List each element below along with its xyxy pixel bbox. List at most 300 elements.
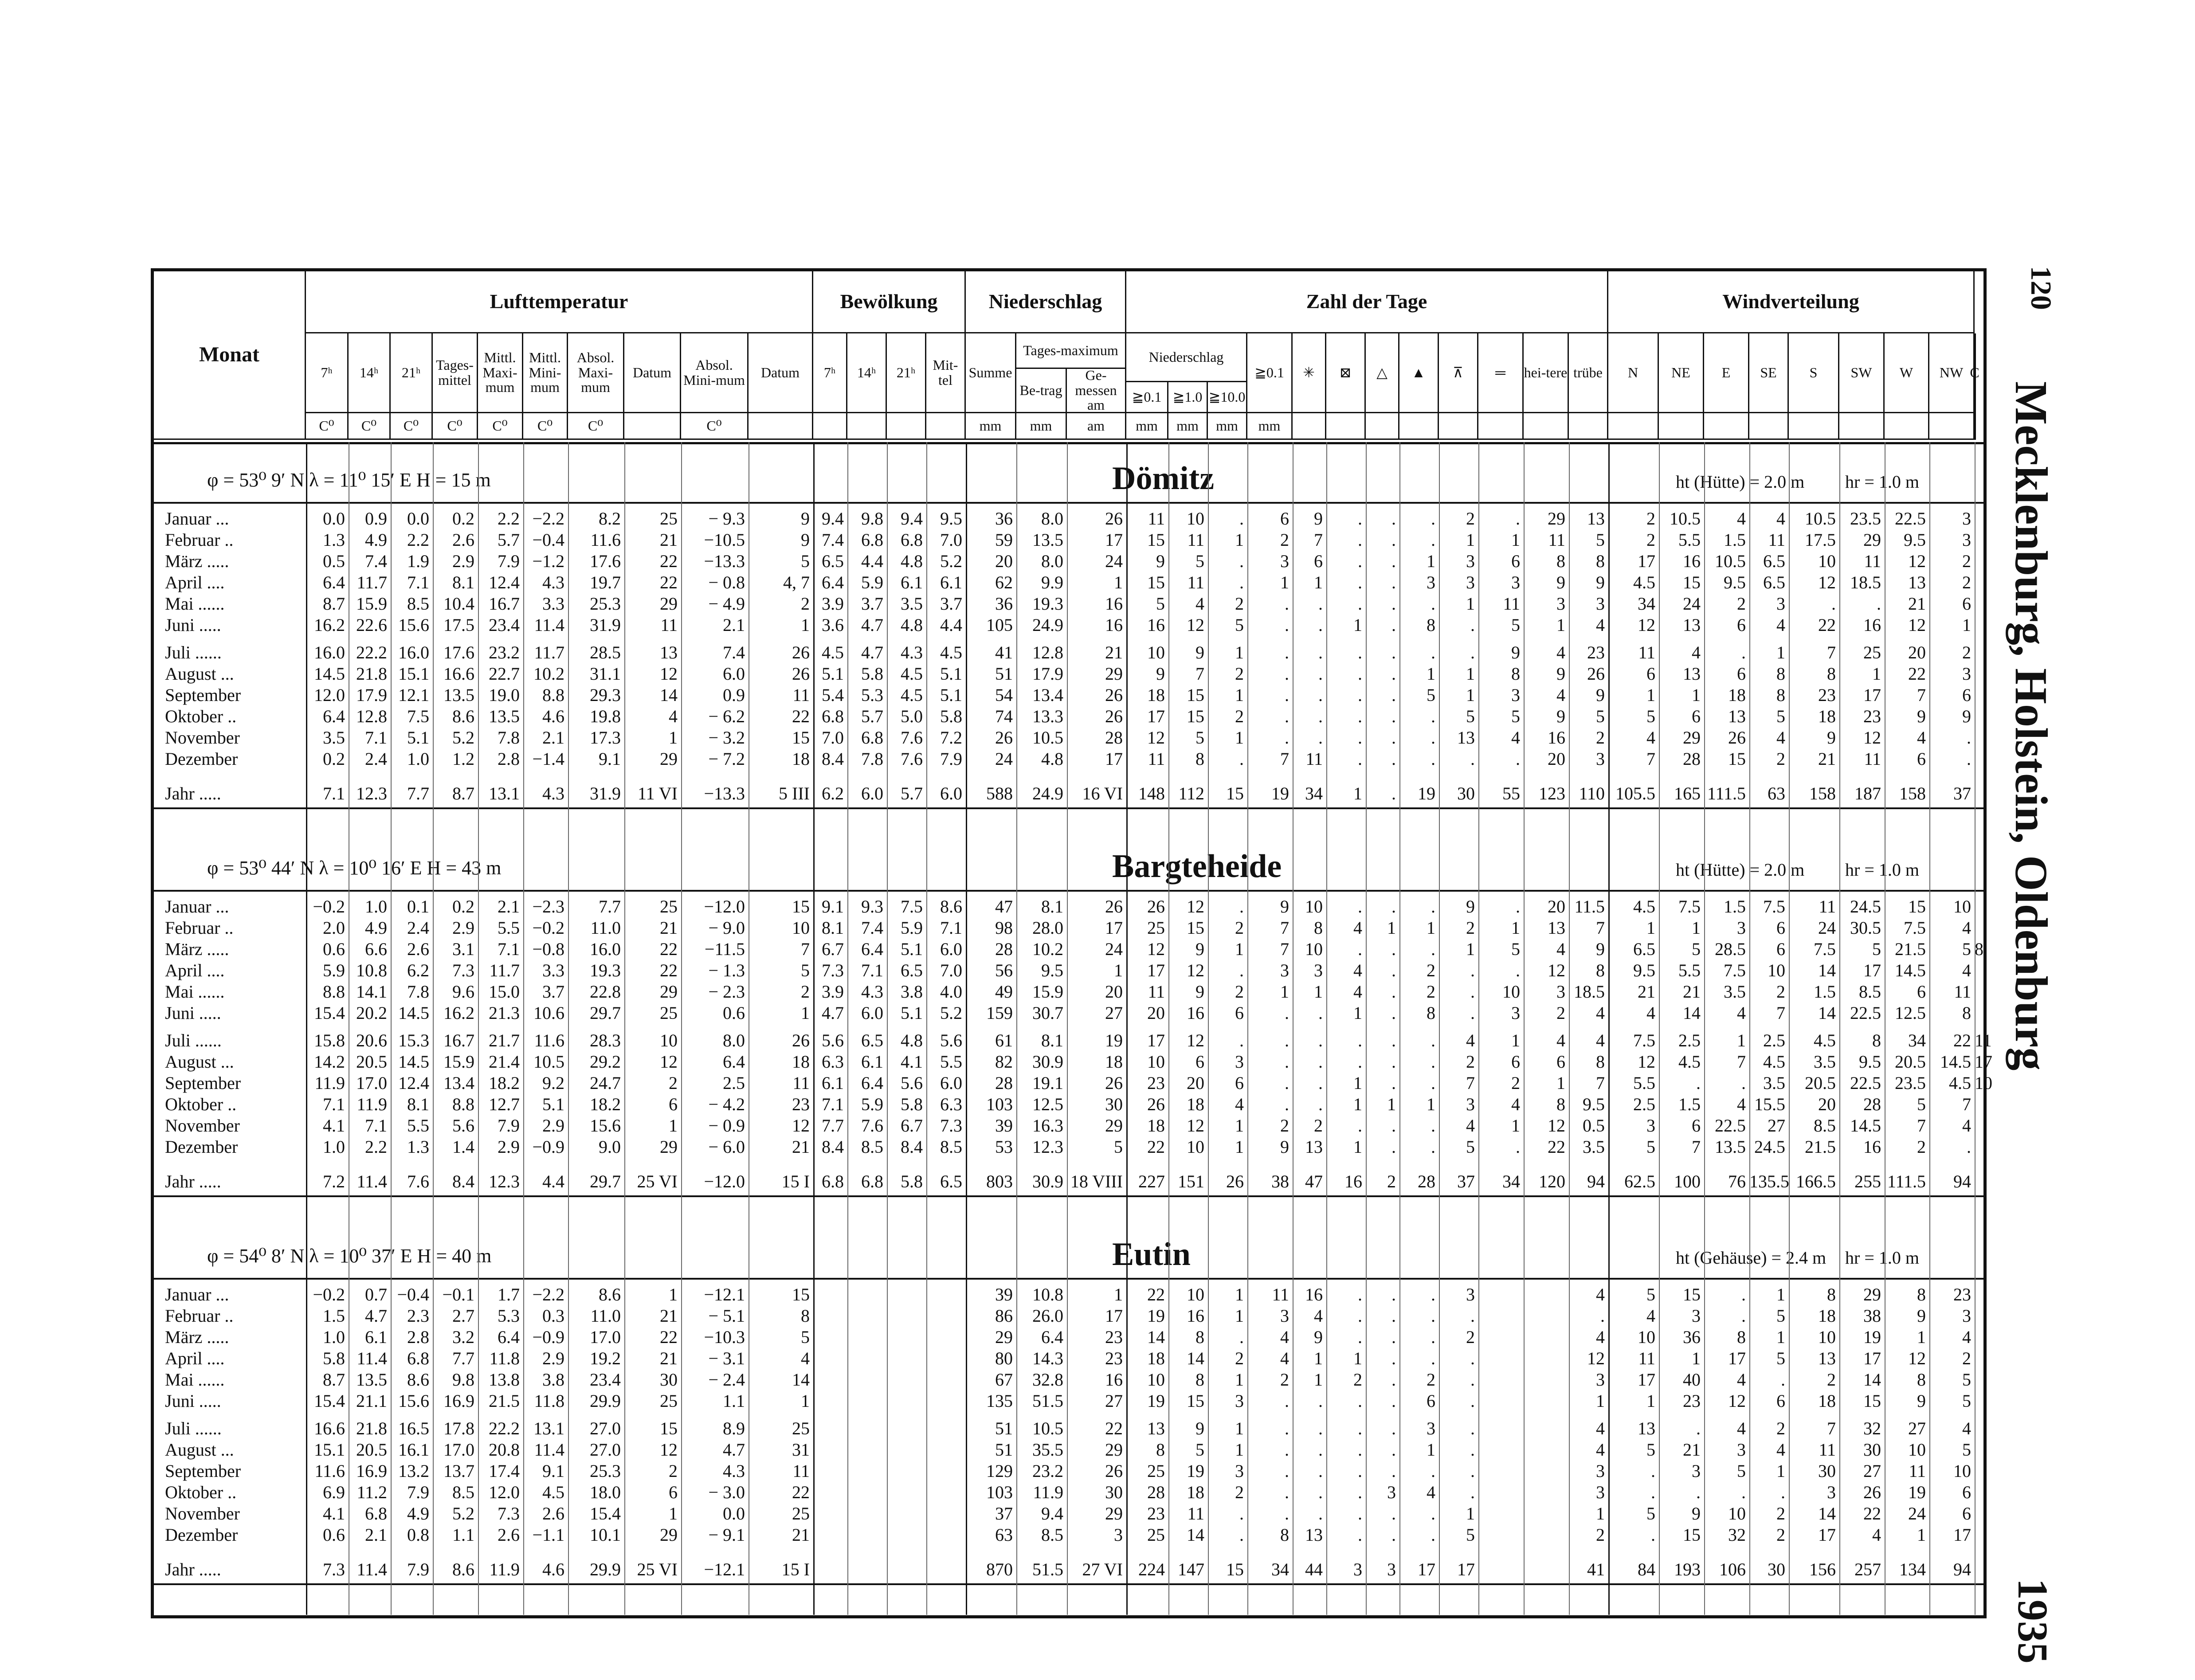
- month-label: März .....: [165, 551, 229, 571]
- cell-betrag: 35.5: [1032, 1440, 1063, 1460]
- cell-W: 34: [1908, 1030, 1926, 1050]
- cell-bmittel: 5.1: [940, 685, 962, 705]
- cell-s01: .: [1285, 1504, 1289, 1523]
- cell-t7: 7.2: [323, 1171, 345, 1191]
- cell-datum2: 11: [792, 1073, 810, 1093]
- cell-snow: 16: [1305, 1284, 1323, 1304]
- cell-hail: 1: [1387, 918, 1396, 938]
- cell-betrag: 51.5: [1032, 1559, 1063, 1579]
- cell-n10: 10: [1187, 1284, 1204, 1304]
- cell-heitere: 2: [1556, 1003, 1565, 1023]
- cell-b7: 5.4: [822, 685, 844, 705]
- cell-NW: 6: [1962, 594, 1971, 614]
- cell-S: 18: [1818, 706, 1836, 726]
- cell-tages_mittel: 9.8: [452, 1370, 474, 1390]
- cell-n01: 23: [1147, 1073, 1165, 1093]
- cell-abs_max: 25.3: [590, 1461, 621, 1481]
- cell-sleet: .: [1358, 1391, 1362, 1411]
- month-label: Oktober ..: [165, 706, 237, 726]
- cell-b14: 6.8: [861, 530, 883, 550]
- table-row: [154, 615, 1983, 635]
- cell-C: 8: [1975, 939, 1983, 959]
- cell-t7: 0.6: [323, 939, 345, 959]
- cell-heitere: 123: [1539, 783, 1565, 803]
- cell-datum2: 26: [792, 664, 810, 684]
- cell-datum1: 25: [660, 1391, 678, 1411]
- cell-tages_mittel: 5.6: [452, 1116, 474, 1136]
- cell-n100: .: [1239, 1504, 1244, 1523]
- cell-truebe: 0.5: [1583, 1116, 1605, 1136]
- cell-summe: 105: [986, 615, 1013, 635]
- cell-NW: 94: [1953, 1559, 1971, 1579]
- cell-ice: 1: [1427, 1440, 1435, 1460]
- cell-t14: 6.8: [365, 1504, 387, 1523]
- cell-n01: 22: [1147, 1284, 1165, 1304]
- cell-mittl_min: 4.6: [542, 1559, 564, 1579]
- cell-datum1: 1: [669, 1284, 678, 1304]
- cell-snow: .: [1318, 1030, 1323, 1050]
- cell-snow: 6: [1314, 551, 1323, 571]
- cell-NE: 14: [1683, 1003, 1701, 1023]
- cell-t14: 6.6: [365, 939, 387, 959]
- cell-SE: 6: [1776, 939, 1785, 959]
- cell-datum1: 22: [660, 939, 678, 959]
- cell-abs_min: − 2.3: [708, 982, 745, 1002]
- cell-NW: 1: [1962, 615, 1971, 635]
- cell-n01: 10: [1147, 1370, 1165, 1390]
- cell-truebe: 4: [1596, 1003, 1605, 1023]
- cell-SE: 63: [1768, 783, 1785, 803]
- cell-b14: 6.1: [861, 1052, 883, 1072]
- cell-hail: .: [1391, 1306, 1396, 1326]
- cell-N: 2: [1646, 509, 1655, 529]
- cell-sleet: .: [1358, 1440, 1362, 1460]
- cell-mittl_min: −0.8: [532, 939, 564, 959]
- cell-E: 3: [1737, 918, 1746, 938]
- cell-sleet: .: [1358, 939, 1362, 959]
- cell-t21: 8.1: [407, 1094, 429, 1114]
- cell-SW: 12: [1863, 728, 1881, 748]
- cell-n100: 3: [1235, 1461, 1244, 1481]
- table-row: [154, 1137, 1983, 1157]
- cell-t21: 5.5: [407, 1116, 429, 1136]
- cell-t21: 7.9: [407, 1559, 429, 1579]
- cell-abs_max: 11.0: [590, 918, 621, 938]
- cell-N: 13: [1638, 1418, 1655, 1438]
- cell-n100: .: [1239, 1030, 1244, 1050]
- cell-t21: 6.8: [407, 1348, 429, 1368]
- cell-b14: 4.7: [861, 642, 883, 662]
- cell-heitere: 4: [1556, 1030, 1565, 1050]
- cell-NW: 22: [1953, 1030, 1971, 1050]
- month-label: April ....: [165, 1348, 225, 1368]
- cell-truebe: 94: [1587, 1171, 1605, 1191]
- cell-mittl_max: 12.7: [489, 1094, 520, 1114]
- header-col-fog: ═: [1478, 333, 1524, 413]
- cell-b14: 5.9: [861, 1094, 883, 1114]
- cell-t14: 12.3: [356, 783, 387, 803]
- cell-SW: 29: [1863, 530, 1881, 550]
- cell-t7: 14.5: [314, 664, 345, 684]
- header-unit-summe: mm: [966, 413, 1016, 440]
- cell-NE: 1: [1692, 918, 1701, 938]
- cell-datum1: 21: [660, 1306, 678, 1326]
- station-section: [154, 460, 1983, 850]
- cell-abs_max: 15.6: [590, 1116, 621, 1136]
- cell-datum2: 14: [792, 1370, 810, 1390]
- cell-b21: 7.6: [901, 749, 923, 769]
- cell-NW: 14.5: [1940, 1052, 1971, 1072]
- cell-datum2: 5 III: [779, 783, 810, 803]
- cell-mittl_max: 2.2: [498, 509, 520, 529]
- cell-ice: .: [1431, 1461, 1435, 1481]
- cell-SW: 22.5: [1850, 1003, 1881, 1023]
- cell-E: 22.5: [1715, 1116, 1746, 1136]
- table-row: [154, 982, 1983, 1002]
- cell-ice: 1: [1427, 1094, 1435, 1114]
- cell-mittl_min: 10.5: [533, 1052, 564, 1072]
- cell-t7: 0.2: [323, 749, 345, 769]
- cell-bmittel: 5.1: [940, 664, 962, 684]
- cell-t7: 16.6: [314, 1418, 345, 1438]
- header-col-t7: 7ʰ: [306, 333, 349, 413]
- cell-s01: .: [1285, 1073, 1289, 1093]
- cell-N: .: [1651, 1461, 1655, 1481]
- cell-fog: 34: [1502, 1171, 1520, 1191]
- cell-NE: 2.5: [1678, 1030, 1701, 1050]
- cell-E: 26: [1728, 728, 1746, 748]
- cell-s01: 4: [1280, 1327, 1289, 1347]
- cell-S: 14: [1818, 1003, 1836, 1023]
- grid-line: [568, 442, 569, 1615]
- cell-S: 21: [1818, 749, 1836, 769]
- cell-n100: 4: [1235, 1094, 1244, 1114]
- cell-tages_mittel: 17.0: [443, 1440, 474, 1460]
- cell-datum2: 15: [792, 1284, 810, 1304]
- cell-abs_max: 19.2: [590, 1348, 621, 1368]
- cell-N: 5: [1646, 706, 1655, 726]
- cell-NE: 15: [1683, 1284, 1701, 1304]
- cell-fog: 1: [1511, 530, 1520, 550]
- cell-N: 2.5: [1633, 1094, 1655, 1114]
- month-label: Mai ......: [165, 1370, 225, 1390]
- cell-betrag: 51.5: [1032, 1391, 1063, 1411]
- cell-abs_min: 0.6: [723, 1003, 745, 1023]
- station-coords: φ = 53⁰ 44′ N λ = 10⁰ 16′ E H = 43 m: [207, 857, 502, 879]
- cell-t21: 7.7: [407, 783, 429, 803]
- cell-hail: .: [1391, 509, 1396, 529]
- table-row: [154, 1003, 1983, 1023]
- cell-t21: 15.1: [398, 664, 429, 684]
- cell-S: 11: [1819, 897, 1836, 916]
- cell-SW: 5: [1872, 939, 1881, 959]
- cell-snow: .: [1318, 1052, 1323, 1072]
- cell-s01: 1: [1280, 572, 1289, 592]
- cell-snow: .: [1318, 1418, 1323, 1438]
- cell-tages_mittel: 0.2: [452, 897, 474, 916]
- cell-mittl_max: 7.1: [498, 939, 520, 959]
- cell-mittl_min: 2.9: [542, 1348, 564, 1368]
- cell-n100: 5: [1235, 615, 1244, 635]
- cell-SE: 1: [1776, 642, 1785, 662]
- cell-n01: 224: [1138, 1559, 1165, 1579]
- cell-b14: 9.8: [861, 509, 883, 529]
- header-col-truebe: trübe: [1569, 333, 1608, 413]
- cell-gemessen: 17: [1105, 918, 1123, 938]
- cell-sleet: 1: [1353, 615, 1362, 635]
- cell-mittl_min: 3.8: [542, 1370, 564, 1390]
- cell-snow: .: [1318, 1440, 1323, 1460]
- cell-abs_max: 8.6: [599, 1284, 621, 1304]
- cell-datum1: 21: [660, 530, 678, 550]
- cell-abs_max: 31.1: [590, 664, 621, 684]
- cell-W: 15: [1908, 897, 1926, 916]
- grid-line: [1749, 442, 1750, 1615]
- cell-b14: 6.8: [861, 728, 883, 748]
- cell-n01: 17: [1147, 960, 1165, 980]
- cell-summe: 53: [995, 1137, 1013, 1157]
- cell-E: 28.5: [1715, 939, 1746, 959]
- cell-W: 13: [1908, 572, 1926, 592]
- cell-t7: 2.0: [323, 918, 345, 938]
- cell-t21: 15.6: [398, 1391, 429, 1411]
- cell-NW: 17: [1953, 1525, 1971, 1545]
- cell-abs_max: 17.0: [590, 1327, 621, 1347]
- header-unit-b14: [847, 413, 887, 440]
- cell-thunder: .: [1470, 1370, 1475, 1390]
- cell-s01: 2: [1280, 1370, 1289, 1390]
- section-bottom-rule: [154, 1195, 1983, 1197]
- cell-b14: 5.7: [861, 706, 883, 726]
- cell-gemessen: 29: [1105, 1504, 1123, 1523]
- cell-mittl_min: 3.3: [542, 960, 564, 980]
- cell-W: 11: [1909, 1461, 1926, 1481]
- cell-W: 1: [1917, 1525, 1926, 1545]
- cell-b7: 9.1: [822, 897, 844, 916]
- cell-SW: 22.5: [1850, 1073, 1881, 1093]
- cell-SW: 14.5: [1850, 1116, 1881, 1136]
- cell-heitere: 16: [1548, 728, 1565, 748]
- cell-abs_max: 18.0: [590, 1482, 621, 1502]
- cell-sleet: .: [1358, 1030, 1362, 1050]
- cell-N: 1: [1646, 918, 1655, 938]
- cell-t7: 12.0: [314, 685, 345, 705]
- cell-truebe: 110: [1579, 783, 1605, 803]
- cell-tages_mittel: 9.6: [452, 982, 474, 1002]
- cell-thunder: 5: [1466, 1137, 1475, 1157]
- cell-W: 12: [1908, 551, 1926, 571]
- cell-heitere: 12: [1548, 1116, 1565, 1136]
- month-label: März .....: [165, 1327, 229, 1347]
- cell-sleet: .: [1358, 551, 1362, 571]
- cell-datum1: 14: [660, 685, 678, 705]
- cell-n01: 15: [1147, 572, 1165, 592]
- cell-thunder: .: [1470, 642, 1475, 662]
- cell-SW: 9.5: [1859, 1052, 1881, 1072]
- cell-s01: .: [1285, 1440, 1289, 1460]
- cell-mittl_min: −2.2: [532, 509, 564, 529]
- month-label: Dezember: [165, 1525, 238, 1545]
- cell-b21: 5.1: [901, 1003, 923, 1023]
- cell-t21: 16.0: [398, 642, 429, 662]
- cell-summe: 39: [995, 1284, 1013, 1304]
- cell-mittl_min: 10.2: [533, 664, 564, 684]
- cell-abs_max: 29.3: [590, 685, 621, 705]
- cell-thunder: .: [1470, 960, 1475, 980]
- cell-SW: 257: [1854, 1559, 1881, 1579]
- cell-truebe: 1: [1596, 1504, 1605, 1523]
- cell-S: 1.5: [1814, 982, 1836, 1002]
- cell-NE: 3: [1692, 1461, 1701, 1481]
- cell-betrag: 19.3: [1032, 594, 1063, 614]
- cell-t21: 5.1: [407, 728, 429, 748]
- cell-mittl_min: −2.3: [532, 897, 564, 916]
- cell-SE: 1: [1776, 1284, 1785, 1304]
- cell-betrag: 8.1: [1041, 1030, 1063, 1050]
- month-label: April ....: [165, 572, 225, 592]
- header-unit-b7: [813, 413, 847, 440]
- cell-N: 21: [1638, 982, 1655, 1002]
- month-label: September: [165, 685, 241, 705]
- cell-ice: 17: [1418, 1559, 1435, 1579]
- cell-datum2: 8: [801, 1306, 810, 1326]
- cell-t21: 7.8: [407, 982, 429, 1002]
- cell-E: 1.5: [1724, 530, 1746, 550]
- cell-truebe: 23: [1587, 642, 1605, 662]
- cell-b21: 3.8: [901, 982, 923, 1002]
- cell-n01: 12: [1147, 939, 1165, 959]
- cell-betrag: 15.9: [1032, 982, 1063, 1002]
- header-bewoelkung: Bewölkung: [813, 271, 966, 333]
- cell-fog: .: [1516, 897, 1520, 916]
- cell-sleet: 1: [1353, 1003, 1362, 1023]
- cell-S: 10: [1818, 1327, 1836, 1347]
- cell-sleet: .: [1358, 530, 1362, 550]
- cell-n01: 18: [1147, 1348, 1165, 1368]
- header-windverteilung: Windverteilung: [1608, 271, 1975, 333]
- cell-S: 3.5: [1814, 1052, 1836, 1072]
- cell-NE: 9: [1692, 1504, 1701, 1523]
- cell-n10: 9: [1195, 939, 1204, 959]
- cell-S: 20.5: [1805, 1073, 1836, 1093]
- cell-mittl_min: −0.9: [532, 1327, 564, 1347]
- cell-bmittel: 6.0: [940, 1073, 962, 1093]
- cell-S: 10: [1818, 551, 1836, 571]
- cell-mittl_min: 3.7: [542, 982, 564, 1002]
- cell-datum2: 1: [801, 1391, 810, 1411]
- cell-gemessen: 21: [1105, 642, 1123, 662]
- header-unit-n100: mm: [1208, 413, 1247, 440]
- cell-n10: 15: [1187, 1391, 1204, 1411]
- cell-fog: .: [1516, 960, 1520, 980]
- cell-N: 4: [1646, 1306, 1655, 1326]
- cell-hail: .: [1391, 783, 1396, 803]
- cell-mittl_min: 3.3: [542, 594, 564, 614]
- cell-abs_min: 4.7: [723, 1440, 745, 1460]
- cell-t14: 21.8: [356, 1418, 387, 1438]
- cell-fog: 9: [1511, 642, 1520, 662]
- cell-betrag: 10.5: [1032, 728, 1063, 748]
- cell-truebe: 4: [1596, 615, 1605, 635]
- cell-N: 105.5: [1615, 783, 1655, 803]
- table-row: [154, 664, 1983, 684]
- cell-NE: 7.5: [1678, 897, 1701, 916]
- cell-datum1: 29: [660, 594, 678, 614]
- cell-S: 17.5: [1805, 530, 1836, 550]
- header-col-gemessen: Ge-messen am: [1067, 369, 1126, 413]
- header-col-bmittel: Mit-tel: [926, 333, 966, 413]
- cell-thunder: .: [1470, 1306, 1475, 1326]
- cell-hail: .: [1391, 1440, 1396, 1460]
- cell-t21: 4.9: [407, 1504, 429, 1523]
- cell-abs_min: 2.5: [723, 1073, 745, 1093]
- cell-t7: −0.2: [313, 897, 345, 916]
- cell-n100: 15: [1226, 783, 1244, 803]
- month-label: Juni .....: [165, 1391, 221, 1411]
- cell-s01: .: [1285, 706, 1289, 726]
- cell-fog: .: [1516, 749, 1520, 769]
- cell-mittl_max: 2.6: [498, 1525, 520, 1545]
- cell-N: .: [1651, 1525, 1655, 1545]
- cell-snow: 1: [1314, 1348, 1323, 1368]
- grid-line: [847, 442, 848, 1615]
- cell-SE: .: [1781, 1482, 1785, 1502]
- cell-heitere: 20: [1548, 749, 1565, 769]
- cell-mittl_min: 2.1: [542, 728, 564, 748]
- cell-W: 22.5: [1895, 509, 1926, 529]
- cell-NW: 4: [1962, 1327, 1971, 1347]
- cell-SW: 18.5: [1850, 572, 1881, 592]
- cell-truebe: 3: [1596, 749, 1605, 769]
- cell-datum2: 5: [801, 960, 810, 980]
- cell-tages_mittel: 8.6: [452, 1559, 474, 1579]
- cell-W: 12.5: [1895, 1003, 1926, 1023]
- cell-t7: 0.5: [323, 551, 345, 571]
- cell-NE: 28: [1683, 749, 1701, 769]
- cell-abs_min: −13.3: [704, 783, 745, 803]
- cell-gemessen: 17: [1105, 1306, 1123, 1326]
- cell-n10: 15: [1187, 685, 1204, 705]
- cell-summe: 47: [995, 897, 1013, 916]
- cell-W: 2: [1917, 1137, 1926, 1157]
- cell-SE: 5: [1776, 706, 1785, 726]
- cell-hail: .: [1391, 1116, 1396, 1136]
- cell-t21: 13.2: [398, 1461, 429, 1481]
- cell-t7: 1.0: [323, 1137, 345, 1157]
- cell-gemessen: 27 VI: [1082, 1559, 1123, 1579]
- header-col-b14: 14ʰ: [847, 333, 887, 413]
- cell-n100: 6: [1235, 1073, 1244, 1093]
- cell-fog: 5: [1511, 939, 1520, 959]
- cell-fog: 1: [1511, 1030, 1520, 1050]
- cell-thunder: .: [1470, 1440, 1475, 1460]
- station-name: Eutin: [1112, 1236, 1191, 1273]
- cell-sleet: 4: [1353, 982, 1362, 1002]
- cell-t14: 6.1: [365, 1327, 387, 1347]
- cell-t14: 10.8: [356, 960, 387, 980]
- cell-fog: 6: [1511, 1052, 1520, 1072]
- cell-hail: .: [1391, 1003, 1396, 1023]
- cell-n10: 12: [1187, 1030, 1204, 1050]
- cell-thunder: 3: [1466, 572, 1475, 592]
- cell-bmittel: 6.5: [940, 1171, 962, 1191]
- cell-SE: 6.5: [1763, 572, 1785, 592]
- cell-mittl_min: 4.6: [542, 706, 564, 726]
- cell-abs_min: − 4.2: [708, 1094, 745, 1114]
- cell-NW: .: [1967, 749, 1971, 769]
- cell-abs_min: 2.1: [723, 615, 745, 635]
- cell-gemessen: 1: [1114, 1284, 1123, 1304]
